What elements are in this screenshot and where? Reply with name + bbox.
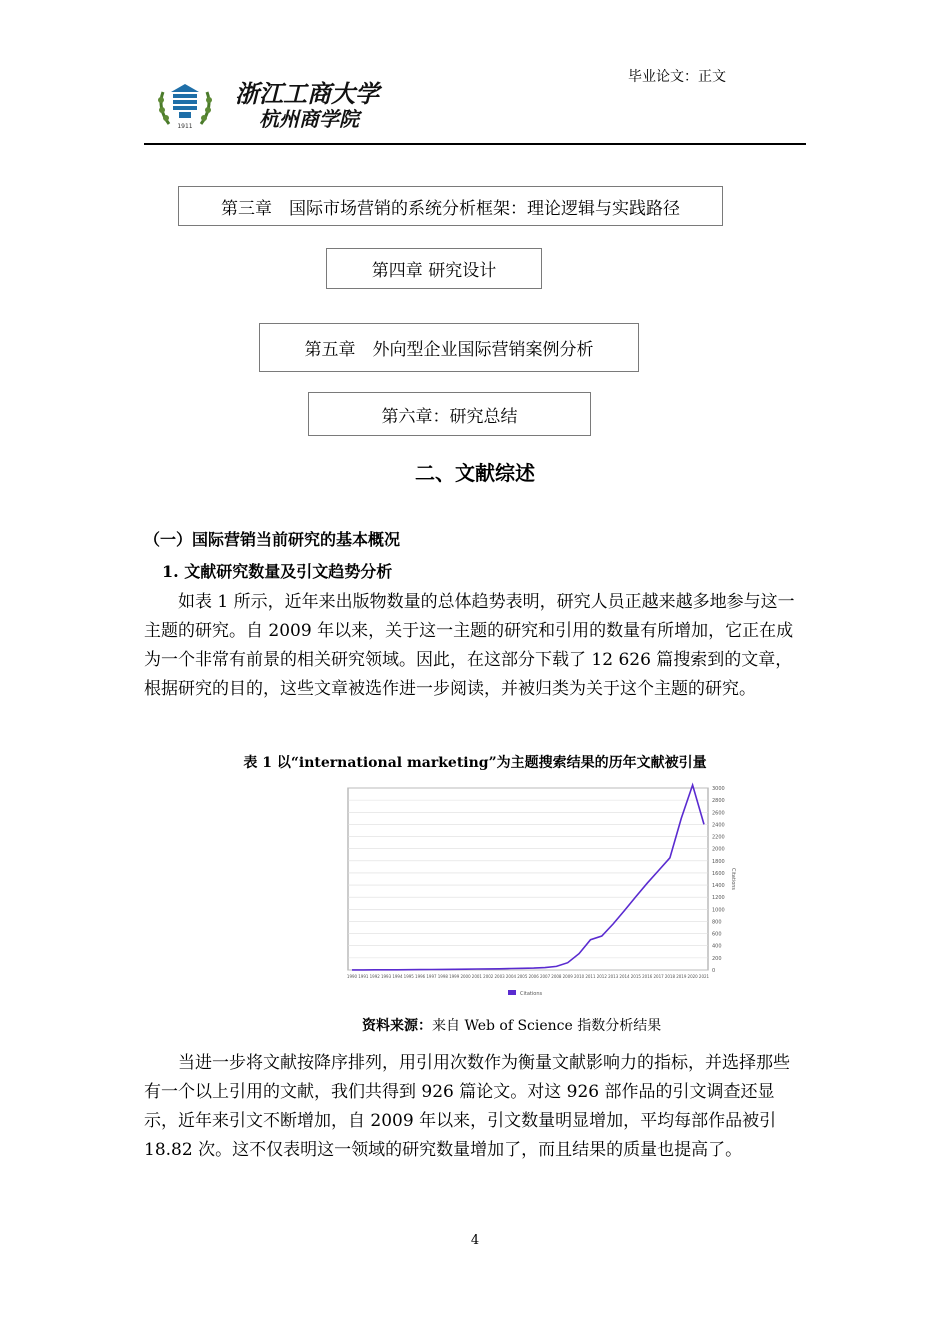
x-tick-label: 2016: [642, 974, 653, 979]
sub-subsection-title: 1. 文献研究数量及引文趋势分析: [162, 562, 393, 581]
x-tick-label: 2000: [460, 974, 471, 979]
source-text: 来自 Web of Science 指数分析结果: [432, 1018, 662, 1034]
plot-frame: [348, 788, 708, 970]
x-tick-label: 2005: [517, 974, 528, 979]
x-tick-label: 2001: [471, 974, 482, 979]
x-tick-label: 1991: [358, 974, 369, 979]
x-tick-label: 1990: [346, 974, 358, 979]
citations-line-chart: [340, 782, 740, 998]
x-tick-label: 2010: [574, 974, 585, 979]
x-tick-label: 1997: [426, 974, 437, 979]
x-tick-label: 1999: [449, 974, 460, 979]
y-tick-label: 600: [712, 931, 722, 938]
x-tick-label: 1995: [403, 974, 414, 979]
x-tick-label: 2002: [483, 974, 494, 979]
paragraph-2: [144, 1049, 806, 1165]
paragraph-1: [144, 588, 806, 704]
x-tick-label: 1993: [380, 974, 392, 979]
chapter-4-box: 第四章 研究设计: [326, 248, 542, 289]
header-divider: [144, 143, 806, 145]
university-logo: [155, 78, 415, 132]
x-tick-label: 2021: [698, 974, 710, 979]
y-tick-label: 3000: [712, 786, 725, 792]
school-name-cn: 浙江工商大学: [235, 80, 379, 108]
svg-text:1911: 1911: [177, 123, 193, 130]
y-tick-label: 1200: [712, 895, 725, 902]
x-tick-label: 2018: [664, 974, 676, 979]
legend-label: Citations: [520, 991, 543, 997]
y-tick-label: 2400: [712, 822, 725, 829]
x-tick-label: 1992: [369, 974, 380, 979]
y-tick-label: 2200: [712, 834, 725, 841]
y-tick-label: 2600: [712, 810, 725, 817]
x-tick-label: 2017: [653, 974, 664, 979]
doc-type-label: 毕业论文：正文: [628, 69, 726, 85]
subsection-title: （一）国际营销当前研究的基本概况: [144, 530, 401, 549]
x-tick-label: 2014: [619, 974, 630, 979]
y-tick-label: 200: [712, 955, 722, 962]
x-tick-label: 2015: [630, 974, 641, 979]
legend-swatch: [508, 990, 516, 995]
x-tick-label: 2013: [608, 974, 619, 979]
x-tick-label: 2004: [505, 974, 517, 979]
y-tick-label: 2000: [712, 846, 725, 853]
x-tick-label: 2009: [562, 974, 573, 979]
y-tick-label: 1600: [712, 870, 725, 877]
chapter-5-box: 第五章 外向型企业国际营销案例分析: [259, 323, 639, 372]
x-tick-label: 2006: [528, 974, 539, 979]
university-emblem-icon: [155, 78, 415, 132]
paragraph-1-text: 如表 1 所示，近年来出版物数量的总体趋势表明，研究人员正越来越多地参与这一主题的研究。自 2009 年以来，关于这一主题的研究和引用的数量有所增加，它正在成为一个非常有前景的相关研究领域。因此，在这部分下载了 12 626 篇搜索到的文章，根据研究的目的，这些文章被选作进一步阅读，并被归类为关于这个主题的研究。: [144, 592, 795, 699]
x-tick-label: 1994: [392, 974, 403, 979]
y-tick-label: 0: [712, 968, 716, 974]
y-tick-label: 1800: [712, 858, 725, 865]
y-axis-label: Citations: [730, 867, 736, 891]
y-tick-label: 2800: [712, 798, 725, 805]
source-label: 资料来源：: [362, 1018, 432, 1034]
chapter-6-box: 第六章：研究总结: [308, 392, 591, 436]
paragraph-2-text: 当进一步将文献按降序排列，用引用次数作为衡量文献影响力的指标，并选择那些有一个以上引用的文献，我们共得到 926 篇论文。对这 926 部作品的引文调查还显示，近年来引文不断增加，自 2009 年以来，引文数量明显增加，平均每部作品被引 18.82 次。这不仅表明这一领域的研究数量增加了，而且结果的质量也提高了。: [144, 1053, 790, 1160]
x-tick-label: 2011: [585, 974, 596, 979]
x-tick-label: 2007: [539, 974, 551, 979]
figure-source: [362, 1015, 661, 1035]
x-tick-label: 2008: [551, 974, 562, 979]
x-tick-label: 2012: [596, 974, 607, 979]
section-title: 二、文献综述: [415, 461, 535, 485]
x-tick-label: 2019: [676, 974, 687, 979]
y-tick-label: 1000: [712, 907, 725, 914]
chapter-3-box: 第三章 国际市场营销的系统分析框架：理论逻辑与实践路径: [178, 186, 723, 226]
page-number: 4: [470, 1233, 480, 1248]
x-tick-label: 2003: [494, 974, 505, 979]
y-tick-label: 400: [712, 943, 722, 950]
y-tick-label: 1400: [712, 883, 725, 890]
table-caption: 表 1 以“international marketing”为主题搜索结果的历年文献被引量: [243, 755, 707, 771]
school-name-sub: 杭州商学院: [259, 107, 359, 131]
x-tick-label: 1996: [415, 974, 426, 979]
x-tick-label: 2020: [687, 974, 698, 979]
x-tick-label: 1998: [437, 974, 448, 979]
y-tick-label: 800: [712, 919, 722, 926]
